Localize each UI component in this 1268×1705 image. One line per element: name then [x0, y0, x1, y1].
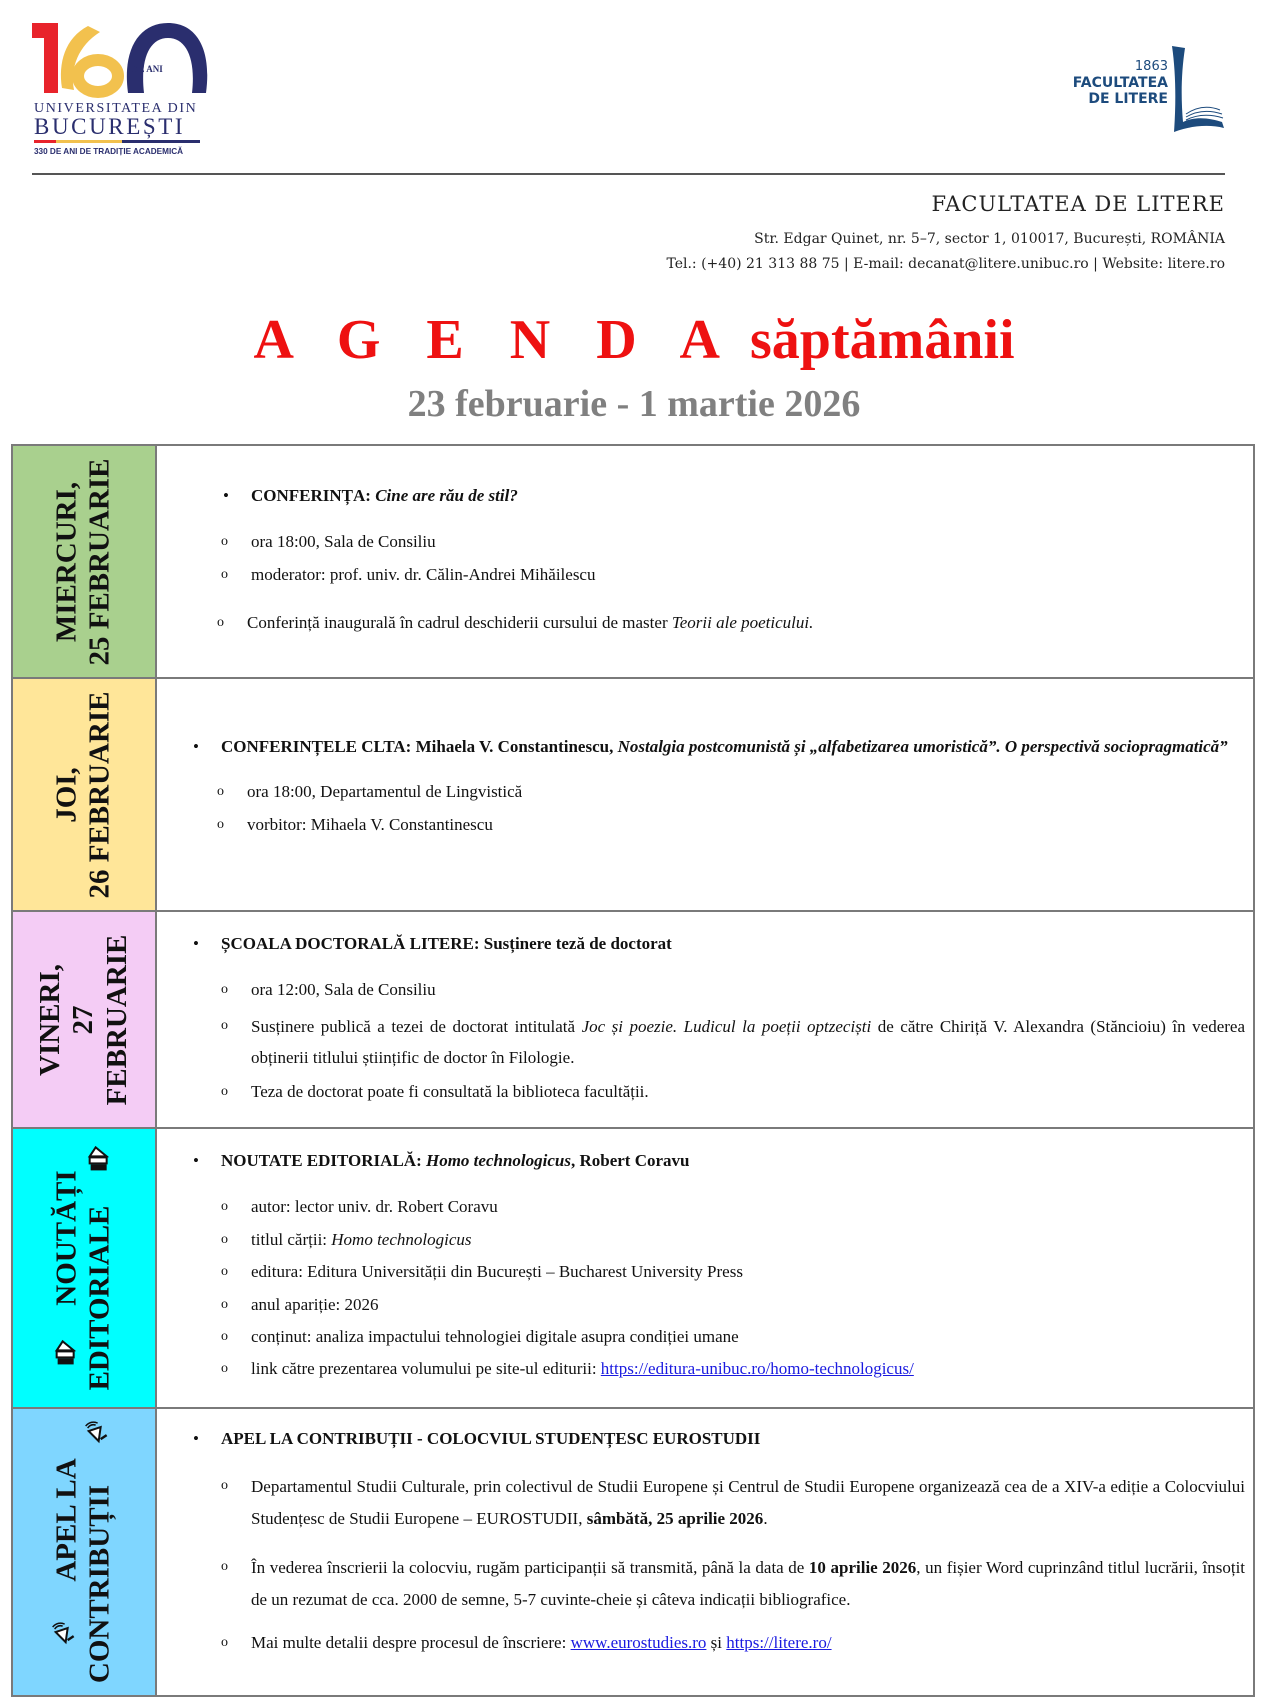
agenda-row-call	[12, 1408, 1254, 1696]
event-detail	[251, 1011, 1245, 1074]
call-links-and: și	[706, 1633, 727, 1653]
faculty-logo-year: 1863	[1134, 59, 1168, 74]
day-cell-friday	[12, 911, 156, 1128]
university-logo	[30, 18, 220, 168]
book-title-label: titlul cărții:	[251, 1229, 332, 1249]
agenda-row-wednesday	[12, 445, 1254, 678]
day-name: MIERCURI,	[50, 481, 83, 642]
event-heading	[221, 731, 1245, 762]
agenda-row-editorial	[12, 1128, 1254, 1408]
event-detail: o ora 12:00, Sala de Consiliu	[251, 980, 1245, 1000]
event-cell	[156, 445, 1254, 678]
university-160-emblem	[30, 18, 220, 168]
agenda-table	[11, 444, 1255, 1697]
faculty-logo-line1: FACULTATEA	[1072, 75, 1168, 91]
call-detail	[251, 1471, 1245, 1534]
event-type: CONFERINȚA:	[251, 486, 371, 505]
day-month: FEBRUARIE	[100, 934, 133, 1105]
category-line2-text: EDITORIALE	[84, 1205, 116, 1391]
category-label	[51, 1146, 118, 1391]
day-date: 26 FEBRUARIE	[84, 690, 116, 899]
event-detail: o ora 18:00, Sala de Consiliu	[251, 532, 1233, 552]
call-text-end: , un fișier Word cuprinzând titlul lucrării, însoțit de un rezumat de cca. 2000 de semne, 5-7 cuvinte-cheie și câteva indicații bibliografice.	[251, 1558, 1246, 1609]
call-text: Departamentul Studii Culturale, prin colectivul de Studii Europene și Centrul de Studii Europene organizează cea de a XIV-a ediție a Colocviului Studențesc de Studii Europene – EUROSTUDII,	[251, 1477, 1245, 1528]
book-detail: o conținut: analiza impactului tehnologiei digitale asupra condiției umane	[251, 1327, 1245, 1347]
thesis-title: Joc și poezie. Ludicul la poeții optzeciști	[581, 1016, 872, 1036]
day-name: JOI,	[50, 766, 83, 823]
book-detail: o editura: Editura Universității din București – Bucharest University Press	[251, 1262, 1245, 1282]
category-line1	[51, 1421, 84, 1683]
event-detail: o vorbitor: Mihaela V. Constantinescu	[247, 815, 1268, 835]
book-detail: o anul apariție: 2026	[251, 1295, 1245, 1315]
day-cell-wednesday	[12, 445, 156, 678]
book-title: Homo technologicus	[425, 1151, 571, 1170]
category-line1-text: NOUTĂȚI	[50, 1170, 83, 1306]
category-line1	[51, 1146, 84, 1391]
event-title: Cine are rău de stil?	[375, 486, 518, 505]
faculty-logo-line2: DE LITERE	[1088, 91, 1168, 107]
day-date: 25 FEBRUARIE	[84, 457, 116, 666]
event-heading	[251, 486, 1233, 506]
event-title: Nostalgia postcomunistă și „alfabetizarea umoristică”. O perspectivă sociopragmatică”	[617, 737, 1228, 756]
logo-line2: BUCUREȘTI	[34, 114, 186, 139]
category-line2-text: CONTRIBUȚII	[84, 1484, 116, 1684]
category-line2	[84, 1146, 117, 1391]
page-subtitle-dates: 23 februarie - 1 martie 2026	[407, 383, 861, 425]
category-line1-text: APEL LA	[50, 1458, 83, 1582]
megaphone-icon	[84, 1421, 117, 1445]
thesis-text: Susținere publică a tezei de doctorat intitulată	[251, 1016, 582, 1036]
category-label	[51, 1421, 118, 1683]
title-week: săptămânii	[750, 309, 1015, 371]
faculty-name: FACULTATEA DE LITERE	[931, 192, 1225, 216]
book-author: , Robert Coravu	[570, 1151, 690, 1170]
event-cell	[156, 911, 1254, 1128]
call-links-label: Mai multe detalii despre procesul de înscriere:	[251, 1633, 571, 1653]
agenda-row-thursday	[12, 678, 1254, 911]
header-divider	[32, 173, 1225, 175]
call-deadline: 10 aprilie 2026	[808, 1558, 917, 1578]
thesis-text-end: de către Chiriță V. Alexandra (Stăncioiu) în vederea obținerii titlului științific de doctor în Filologie.	[251, 1016, 1245, 1068]
agenda-row-friday	[12, 911, 1254, 1128]
book-title-value: Homo technologicus	[331, 1229, 472, 1249]
book-detail	[251, 1359, 1245, 1379]
book-detail	[251, 1230, 1245, 1250]
call-detail	[251, 1633, 1245, 1653]
logo-years-text: DE ANI	[132, 64, 163, 74]
event-heading	[221, 1151, 1245, 1171]
day-date: 27	[67, 1005, 100, 1034]
event-cell	[156, 1408, 1254, 1696]
book-link-label: link către prezentarea volumului pe site-ul editurii:	[251, 1359, 601, 1379]
event-detail: o moderator: prof. univ. dr. Călin-Andrei Mihăilescu	[251, 565, 1233, 585]
megaphone-icon	[51, 1622, 84, 1646]
event-detail: o ora 18:00, Departamentul de Lingvistică	[247, 782, 1268, 802]
page-title	[0, 309, 1268, 371]
event-heading: • APEL LA CONTRIBUȚII - COLOCVIUL STUDENȚESC EUROSTUDII	[221, 1429, 1245, 1449]
eurostudies-link[interactable]: www.eurostudies.ro	[570, 1633, 707, 1653]
note-course: Teorii ale poeticului.	[671, 613, 814, 633]
category-cell-editorial	[12, 1128, 156, 1408]
call-detail	[251, 1552, 1245, 1615]
category-cell-call	[12, 1408, 156, 1696]
event-note	[247, 613, 1229, 633]
category-line2	[84, 1421, 117, 1683]
day-cell-thursday	[12, 678, 156, 911]
event-heading: • ȘCOALA DOCTORALĂ LITERE: Susținere teză de doctorat	[221, 934, 1245, 954]
call-date: sâmbătă, 25 aprilie 2026	[586, 1508, 764, 1528]
event-type: NOUTATE EDITORIALĂ:	[221, 1151, 422, 1170]
day-label	[34, 934, 134, 1105]
book-detail: o autor: lector univ. dr. Robert Coravu	[251, 1197, 1245, 1217]
event-type: CONFERINȚELE CLTA: Mihaela V. Constantinescu,	[221, 737, 614, 756]
day-label	[51, 691, 118, 898]
event-detail: o Teza de doctorat poate fi consultată la biblioteca facultății.	[251, 1082, 1245, 1102]
call-text: În vederea înscrierii la colocviu, rugăm participanții să transmită, până la data de	[251, 1558, 809, 1578]
faculty-address: Str. Edgar Quinet, nr. 5–7, sector 1, 010017, București, ROMÂNIA	[754, 231, 1225, 247]
day-name: VINERI,	[33, 963, 66, 1076]
book-link[interactable]: https://editura-unibuc.ro/homo-technologicus/	[600, 1359, 914, 1379]
logo-line1: UNIVERSITATEA DIN	[34, 101, 198, 116]
faculty-l-book-emblem	[1040, 44, 1230, 134]
call-text-end: .	[763, 1508, 768, 1528]
day-label	[51, 458, 118, 665]
title-agenda: A G E N D A	[253, 309, 736, 371]
books-icon	[84, 1146, 117, 1172]
books-icon	[51, 1340, 84, 1366]
logo-tagline: 330 DE ANI DE TRADIȚIE ACADEMICĂ	[34, 147, 184, 156]
note-text: Conferință inaugurală în cadrul deschiderii cursului de master	[247, 613, 672, 633]
faculty-contact: Tel.: (+40) 21 313 88 75 | E-mail: decanat@litere.unibuc.ro | Website: litere.ro	[666, 256, 1225, 272]
litere-link[interactable]: https://litere.ro/	[726, 1633, 832, 1653]
event-cell	[156, 678, 1254, 911]
faculty-logo	[1040, 44, 1230, 134]
event-cell	[156, 1128, 1254, 1408]
